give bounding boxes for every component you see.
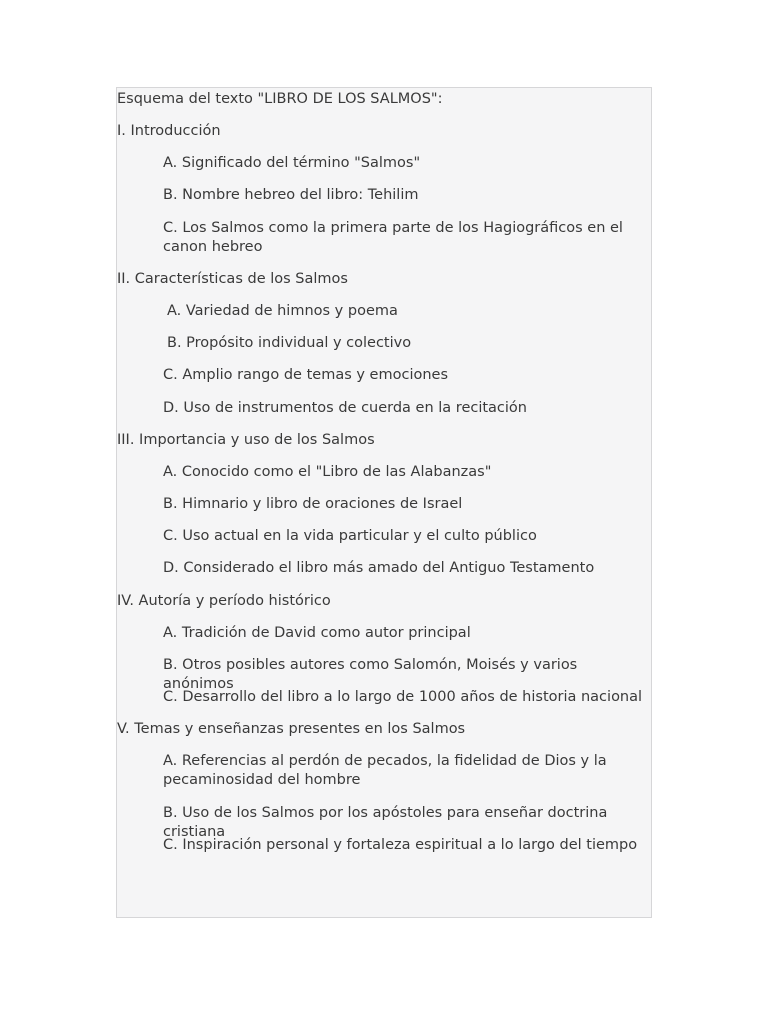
outline-item: C. Uso actual en la vida particular y el culto público [163, 528, 537, 544]
outline-item: A. Conocido como el "Libro de las Alabanzas" [163, 464, 492, 480]
outline-item: A. Referencias al perdón de pecados, la fidelidad de Dios y la pecaminosidad del hombre [163, 753, 607, 788]
outline-item: B. Otros posibles autores como Salomón, Moisés y varios anónimos [163, 657, 578, 692]
outline-item: C. Inspiración personal y fortaleza espiritual a lo largo del tiempo [163, 837, 638, 853]
outline-item: B. Uso de los Salmos por los apóstoles para enseñar doctrina cristiana [163, 805, 608, 840]
outline-item: D. Uso de instrumentos de cuerda en la recitación [163, 400, 527, 416]
outline-title: Esquema del texto "LIBRO DE LOS SALMOS": [117, 91, 443, 107]
outline-item: A. Tradición de David como autor principal [163, 625, 471, 641]
outline-item: A. Significado del término "Salmos" [163, 155, 421, 171]
section-heading-1: I. Introducción [117, 123, 221, 139]
section-heading-4: IV. Autoría y período histórico [117, 593, 331, 609]
outline-item: A. Variedad de himnos y poema [167, 303, 398, 319]
section-heading-5: V. Temas y enseñanzas presentes en los Salmos [117, 721, 466, 737]
outline-item: C. Desarrollo del libro a lo largo de 1000 años de historia nacional [163, 689, 643, 705]
section-heading-3: III. Importancia y uso de los Salmos [117, 432, 375, 448]
outline-item: B. Nombre hebreo del libro: Tehilim [163, 187, 419, 203]
outline-item: C. Los Salmos como la primera parte de los Hagiográficos en el canon hebreo [163, 220, 623, 255]
outline-document [116, 87, 652, 918]
section-heading-2: II. Características de los Salmos [117, 271, 348, 287]
outline-item: C. Amplio rango de temas y emociones [163, 367, 449, 383]
outline-item: B. Propósito individual y colectivo [167, 335, 412, 351]
outline-item: D. Considerado el libro más amado del Antiguo Testamento [163, 560, 595, 576]
outline-item: B. Himnario y libro de oraciones de Israel [163, 496, 463, 512]
